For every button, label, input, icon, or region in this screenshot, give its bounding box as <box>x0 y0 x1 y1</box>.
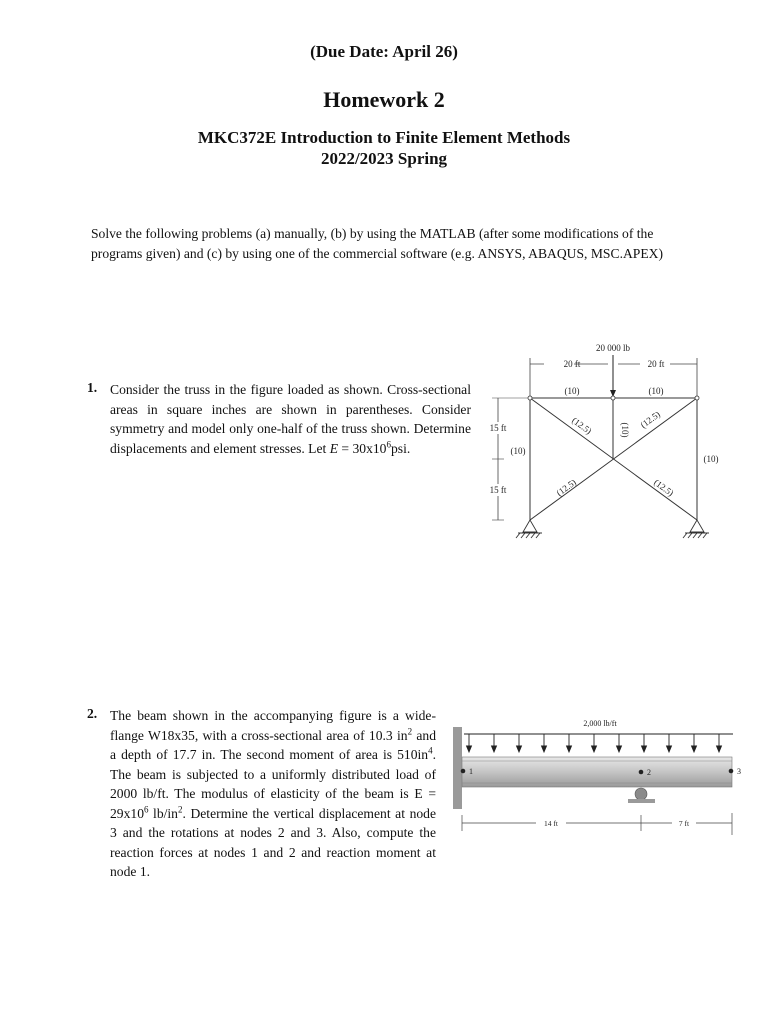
area-diag-lower-left: (12.5) <box>554 477 578 499</box>
support-left <box>516 520 542 538</box>
modulus-value: = 30x10 <box>338 440 387 456</box>
problem-2-number: 2. <box>87 706 98 721</box>
span-2-label: 7 ft <box>678 819 690 828</box>
node-3-label: 3 <box>737 767 741 776</box>
area-top-left: (10) <box>564 386 580 396</box>
node-1 <box>461 769 466 774</box>
span-1-label: 14 ft <box>544 819 558 828</box>
problem-1-text <box>110 380 471 458</box>
span-right-label: 20 ft <box>647 359 665 369</box>
roller-support <box>635 788 647 800</box>
node-1-label: 1 <box>469 767 473 776</box>
beam <box>462 757 732 787</box>
roller-base <box>628 799 655 803</box>
course-heading <box>0 127 768 169</box>
truss-load-label: 20 000 lb <box>595 343 631 353</box>
area-left-column: (10) <box>510 446 526 456</box>
height-bottom-label: 15 ft <box>489 485 507 495</box>
area-right-column: (10) <box>703 454 719 464</box>
area-diag-lower-right: (12.5) <box>652 477 676 499</box>
fixed-wall <box>453 727 462 809</box>
beam-load-label: 2,000 lb/ft <box>583 719 617 728</box>
p2-part-5: . Determine the vertical displacement at node 3 and the rotations at nodes 2 and 3. Also, compute the reaction forces at nodes 1 and 2 and reaction moment at node 1. <box>110 805 436 879</box>
p2-moment-exp: 4 <box>428 745 433 756</box>
p2-part-1: The beam shown in the accompanying figure is a wide-flange W18x35, with a cross-sectional area of 10.3 in <box>110 708 436 743</box>
modulus-unit: psi. <box>390 440 411 456</box>
p2-modulus-exp: 6 <box>143 803 149 814</box>
problem-2-text <box>110 706 436 882</box>
course-term: 2022/2023 Spring <box>320 149 448 168</box>
modulus-exponent: 6 <box>386 438 391 449</box>
course-name: MKC372E Introduction to Finite Element Methods <box>197 128 571 147</box>
load-arrows <box>467 734 722 752</box>
beam-figure <box>450 715 750 840</box>
p2-unit-exp: 2 <box>177 803 183 814</box>
modulus-symbol: E <box>329 440 339 456</box>
truss-members <box>530 398 697 520</box>
span-left-label: 20 ft <box>563 359 581 369</box>
node-2-label: 2 <box>647 768 651 777</box>
due-date: (Due Date: April 26) <box>310 42 458 61</box>
area-vertical-mid: (10) <box>620 422 630 438</box>
node-2 <box>639 770 644 775</box>
area-diag-upper-right: (12.5) <box>638 409 662 431</box>
node-3 <box>729 769 734 774</box>
height-top-label: 15 ft <box>489 423 507 433</box>
problem-1-body: Consider the truss in the figure loaded as shown. Cross-sectional areas in square inches are shown in parentheses. Consider symmetry and model only one-half of the truss shown. Determine displacements and element stresses. Let <box>110 382 471 456</box>
problem-1-number: 1. <box>87 380 98 395</box>
page-title: Homework 2 <box>323 87 445 112</box>
intro-paragraph: Solve the following problems (a) manually, (b) by using the MATLAB (after some modifications of the programs given) and (c) by using one of the commercial software (e.g. ANSYS, ABAQUS, MSC.APEX) <box>91 226 663 261</box>
area-diag-upper-left: (12.5) <box>570 415 594 437</box>
area-top-right: (10) <box>648 386 664 396</box>
p2-area-exp: 2 <box>407 725 413 736</box>
p2-part-4: lb/in <box>148 805 178 821</box>
p2-part-2: and a depth of 17.7 in. The second moment of area is 510in <box>110 727 436 762</box>
support-right <box>683 520 709 538</box>
p2-part-3: . The beam is subjected to a uniformly distributed load of 2000 lb/ft. The modulus of elasticity of the beam is E = 29x10 <box>110 747 436 821</box>
truss-figure <box>480 338 730 553</box>
